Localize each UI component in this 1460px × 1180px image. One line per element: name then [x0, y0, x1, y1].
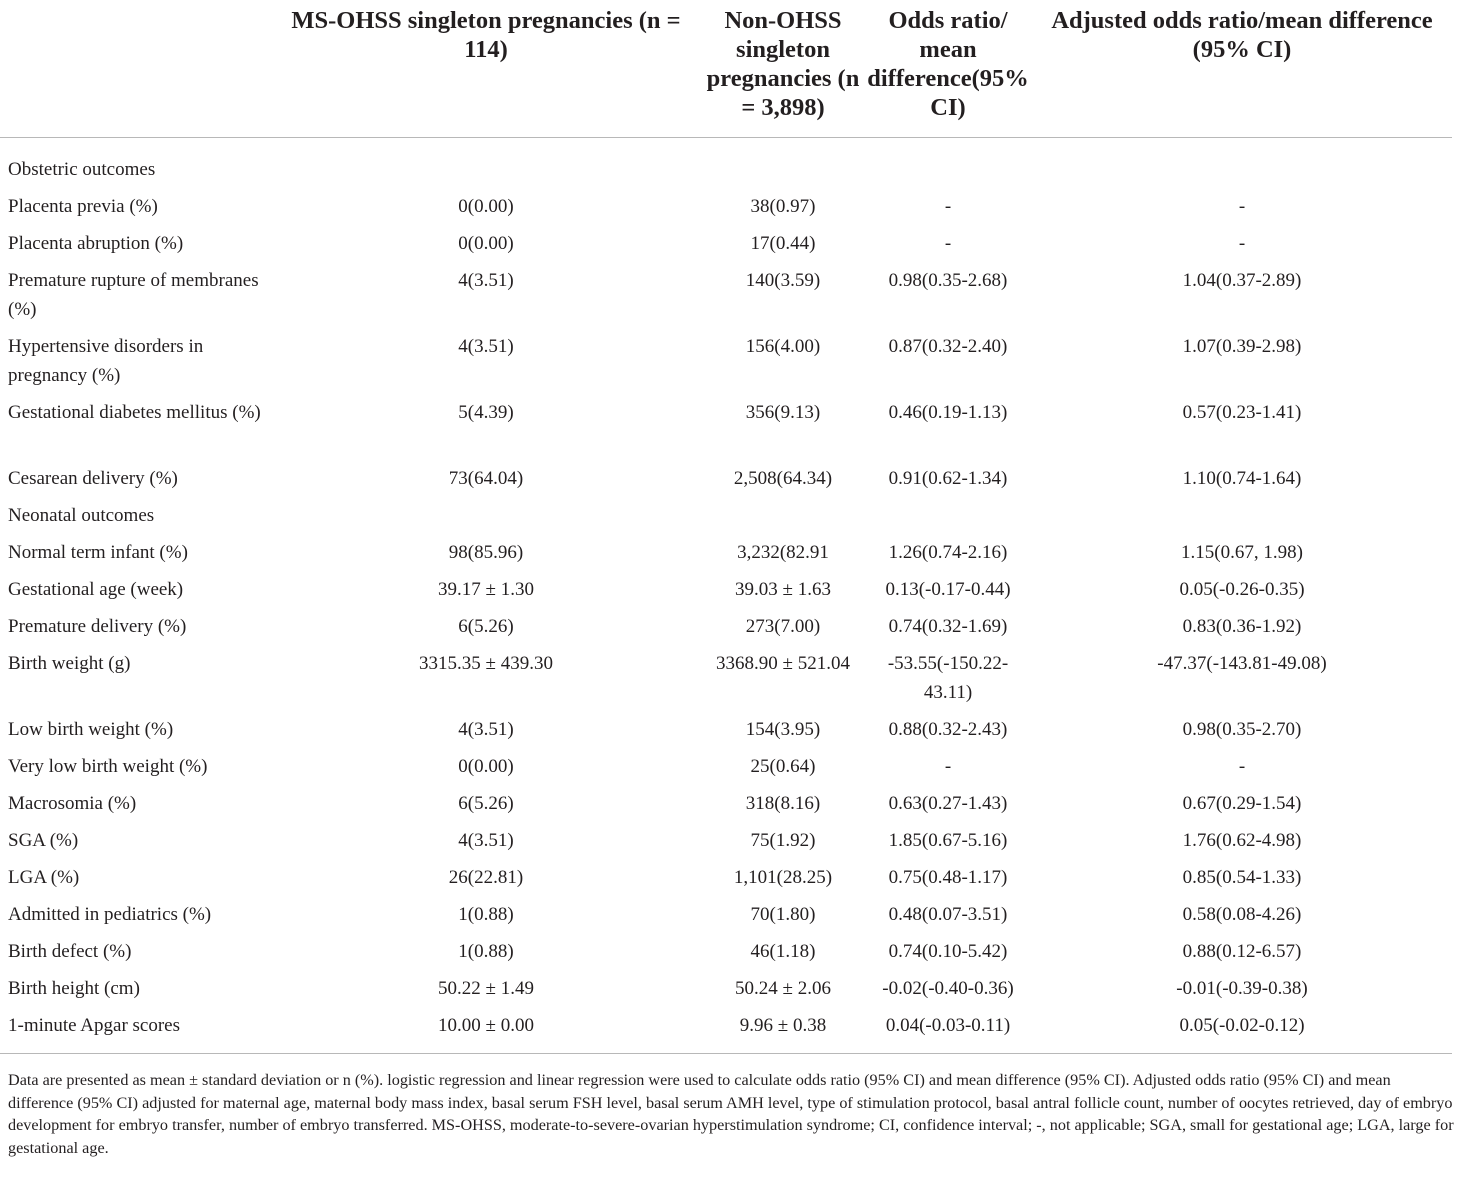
- odds-ratio-value: 0.74(0.32-1.69): [888, 615, 1008, 637]
- odds-ratio-value: 0.04(-0.03-0.11): [864, 1011, 1032, 1054]
- odds-ratio-value: -0.02(-0.40-0.36): [882, 977, 1014, 999]
- header-row: [0, 0, 1452, 137]
- table-row: [0, 332, 1452, 398]
- adjusted-odds-ratio-value: [1032, 137, 1452, 192]
- row-label: Birth height (cm): [8, 977, 140, 999]
- row-label: Low birth weight (%): [8, 718, 174, 740]
- table-row: [0, 937, 1452, 974]
- odds-ratio-value: 0.75(0.48-1.17): [888, 866, 1008, 888]
- odds-ratio-value: -53.55(-150.22-43.11): [887, 652, 1009, 703]
- non-ohss-value: 318(8.16): [745, 792, 821, 814]
- non-ohss-value: 2,508(64.34): [733, 467, 833, 489]
- ms-ohss-value: 26(22.81): [448, 866, 524, 888]
- adjusted-odds-ratio-value: 0.98(0.35-2.70): [1182, 718, 1302, 740]
- row-label: Birth defect (%): [8, 940, 132, 962]
- row-label: Neonatal outcomes: [8, 504, 155, 526]
- odds-ratio-value: 0.74(0.10-5.42): [888, 940, 1008, 962]
- non-ohss-value: 356(9.13): [745, 401, 821, 423]
- table-row: [0, 826, 1452, 863]
- odds-ratio-value: 0.46(0.19-1.13): [888, 401, 1008, 423]
- non-ohss-value: 25(0.64): [750, 755, 816, 777]
- odds-ratio-value: 0.48(0.07-3.51): [888, 903, 1008, 925]
- non-ohss-value: 273(7.00): [745, 615, 821, 637]
- non-ohss-value: 1,101(28.25): [733, 866, 833, 888]
- non-ohss-value: [702, 137, 864, 192]
- header-label-column: [0, 0, 270, 137]
- adjusted-odds-ratio-value: -0.01(-0.39-0.38): [1176, 977, 1308, 999]
- ms-ohss-value: 1(0.88): [458, 940, 514, 962]
- non-ohss-value: 156(4.00): [745, 335, 821, 357]
- ms-ohss-value: 0(0.00): [458, 195, 514, 217]
- ms-ohss-value: 0(0.00): [458, 755, 514, 777]
- row-label: Placenta previa (%): [8, 195, 158, 217]
- odds-ratio-value: -: [944, 195, 952, 217]
- table-row: [0, 752, 1452, 789]
- ms-ohss-value: 3315.35 ± 439.30: [419, 652, 553, 674]
- odds-ratio-value: [864, 501, 1032, 538]
- non-ohss-value: 3368.90 ± 521.04: [716, 652, 850, 674]
- non-ohss-value: 9.96 ± 0.38: [702, 1011, 864, 1054]
- table-row: [0, 1011, 1452, 1054]
- non-ohss-value: 38(0.97): [750, 195, 816, 217]
- odds-ratio-value: 0.87(0.32-2.40): [888, 335, 1008, 357]
- table-row: [0, 538, 1452, 575]
- row-label: Very low birth weight (%): [8, 755, 208, 777]
- adjusted-odds-ratio-value: 0.83(0.36-1.92): [1182, 615, 1302, 637]
- ms-ohss-value: 4(3.51): [458, 829, 514, 851]
- row-label: Gestational age (week): [8, 578, 184, 600]
- table-row: [0, 137, 1452, 192]
- non-ohss-value: 39.03 ± 1.63: [735, 578, 831, 600]
- non-ohss-value: 50.24 ± 2.06: [735, 977, 831, 999]
- row-label: SGA (%): [8, 829, 79, 851]
- ms-ohss-value: 6(5.26): [458, 615, 514, 637]
- adjusted-odds-ratio-value: 1.04(0.37-2.89): [1182, 269, 1302, 291]
- adjusted-odds-ratio-value: 0.05(-0.02-0.12): [1032, 1011, 1452, 1054]
- row-label: Premature delivery (%): [8, 615, 187, 637]
- ms-ohss-value: 4(3.51): [458, 335, 514, 357]
- row-label: Macrosomia (%): [8, 792, 137, 814]
- ms-ohss-value: 4(3.51): [458, 718, 514, 740]
- ms-ohss-value: [270, 501, 702, 538]
- table-body: [0, 137, 1452, 1053]
- odds-ratio-value: 0.91(0.62-1.34): [888, 467, 1008, 489]
- row-label: Cesarean delivery (%): [8, 467, 178, 489]
- row-label: Hypertensive disorders in pregnancy (%): [8, 335, 204, 386]
- adjusted-odds-ratio-value: 0.05(-0.26-0.35): [1179, 578, 1305, 600]
- non-ohss-value: 70(1.80): [750, 903, 816, 925]
- row-label: Premature rupture of membranes (%): [8, 269, 259, 320]
- non-ohss-value: [702, 501, 864, 538]
- adjusted-odds-ratio-value: 0.67(0.29-1.54): [1182, 792, 1302, 814]
- odds-ratio-value: 1.26(0.74-2.16): [888, 541, 1008, 563]
- adjusted-odds-ratio-value: -: [1238, 195, 1246, 217]
- non-ohss-value: 75(1.92): [750, 829, 816, 851]
- header-ms-ohss: MS-OHSS singleton pregnancies (n = 114): [270, 0, 702, 137]
- odds-ratio-value: 0.63(0.27-1.43): [888, 792, 1008, 814]
- adjusted-odds-ratio-value: 1.10(0.74-1.64): [1182, 467, 1302, 489]
- odds-ratio-value: 0.98(0.35-2.68): [888, 269, 1008, 291]
- row-label: Admitted in pediatrics (%): [8, 903, 212, 925]
- ms-ohss-value: [270, 137, 702, 192]
- ms-ohss-value: 50.22 ± 1.49: [438, 977, 534, 999]
- table-row: [0, 192, 1452, 229]
- table-row: [0, 715, 1452, 752]
- row-label: Normal term infant (%): [8, 541, 188, 563]
- row-label: Birth weight (g): [8, 652, 131, 674]
- table-row: [0, 398, 1452, 464]
- adjusted-odds-ratio-value: 0.57(0.23-1.41): [1182, 401, 1302, 423]
- table-row: [0, 974, 1452, 1011]
- ms-ohss-value: 10.00 ± 0.00: [270, 1011, 702, 1054]
- adjusted-odds-ratio-value: 0.85(0.54-1.33): [1182, 866, 1302, 888]
- table-row: [0, 575, 1452, 612]
- header-non-ohss: Non-OHSS singleton pregnancies (n = 3,898): [702, 0, 864, 137]
- non-ohss-value: 3,232(82.91: [737, 541, 829, 563]
- table-row: [0, 464, 1452, 501]
- row-label: 1-minute Apgar scores: [0, 1011, 270, 1054]
- non-ohss-value: 46(1.18): [750, 940, 816, 962]
- adjusted-odds-ratio-value: 1.07(0.39-2.98): [1182, 335, 1302, 357]
- table-row: [0, 789, 1452, 826]
- adjusted-odds-ratio-value: 1.15(0.67, 1.98): [1181, 541, 1303, 563]
- adjusted-odds-ratio-value: 0.88(0.12-6.57): [1182, 940, 1302, 962]
- adjusted-odds-ratio-value: -: [1238, 232, 1246, 254]
- header-odds-ratio: Odds ratio/ mean difference(95% CI): [864, 0, 1032, 137]
- adjusted-odds-ratio-value: 0.58(0.08-4.26): [1182, 903, 1302, 925]
- header-adjusted-odds-ratio: Adjusted odds ratio/mean difference (95% CI): [1032, 0, 1452, 137]
- odds-ratio-value: [864, 137, 1032, 192]
- row-label: Placenta abruption (%): [8, 232, 184, 254]
- odds-ratio-value: -: [944, 755, 952, 777]
- table-row: [0, 612, 1452, 649]
- row-label: Obstetric outcomes: [8, 158, 156, 180]
- row-label: Gestational diabetes mellitus (%): [8, 401, 261, 423]
- odds-ratio-value: 0.88(0.32-2.43): [888, 718, 1008, 740]
- ms-ohss-value: 73(64.04): [448, 467, 524, 489]
- odds-ratio-value: -: [944, 232, 952, 254]
- non-ohss-value: 154(3.95): [745, 718, 821, 740]
- non-ohss-value: 17(0.44): [750, 232, 816, 254]
- odds-ratio-value: 0.13(-0.17-0.44): [885, 578, 1011, 600]
- table-row: [0, 266, 1452, 332]
- odds-ratio-value: 1.85(0.67-5.16): [888, 829, 1008, 851]
- table-footnote: Data are presented as mean ± standard deviation or n (%). logistic regression and linear regression were used to calculate odds ratio (95% CI) and mean difference (95% CI). Adjusted odds ratio (95% CI) and mean difference (95% CI) adjusted for maternal age, maternal body mass index, basal serum FSH level, basal serum AMH level, type of stimulation protocol, basal antral follicle count, number of oocytes retrieved, day of embryo development for embryo transfer, number of embryo transferred. MS-OHSS, moderate-to-severe-ovarian hyperstimulation syndrome; CI, confidence interval; -, not applicable; SGA, small for gestational age; LGA, large for gestational age.: [8, 1071, 1454, 1157]
- ms-ohss-value: 6(5.26): [458, 792, 514, 814]
- table-row: [0, 229, 1452, 266]
- row-label: LGA (%): [8, 866, 80, 888]
- adjusted-odds-ratio-value: -: [1238, 755, 1246, 777]
- adjusted-odds-ratio-value: -47.37(-143.81-49.08): [1157, 652, 1327, 674]
- ms-ohss-value: 4(3.51): [458, 269, 514, 291]
- non-ohss-value: 140(3.59): [745, 269, 821, 291]
- ms-ohss-value: 5(4.39): [458, 401, 514, 423]
- table-row: [0, 501, 1452, 538]
- table-header: [0, 0, 1452, 137]
- ms-ohss-value: 1(0.88): [458, 903, 514, 925]
- table-row: [0, 863, 1452, 900]
- adjusted-odds-ratio-value: [1032, 501, 1452, 538]
- adjusted-odds-ratio-value: 1.76(0.62-4.98): [1182, 829, 1302, 851]
- ms-ohss-value: 39.17 ± 1.30: [438, 578, 534, 600]
- table-row: [0, 900, 1452, 937]
- ms-ohss-value: 98(85.96): [448, 541, 524, 563]
- ms-ohss-value: 0(0.00): [458, 232, 514, 254]
- table-row: [0, 649, 1452, 715]
